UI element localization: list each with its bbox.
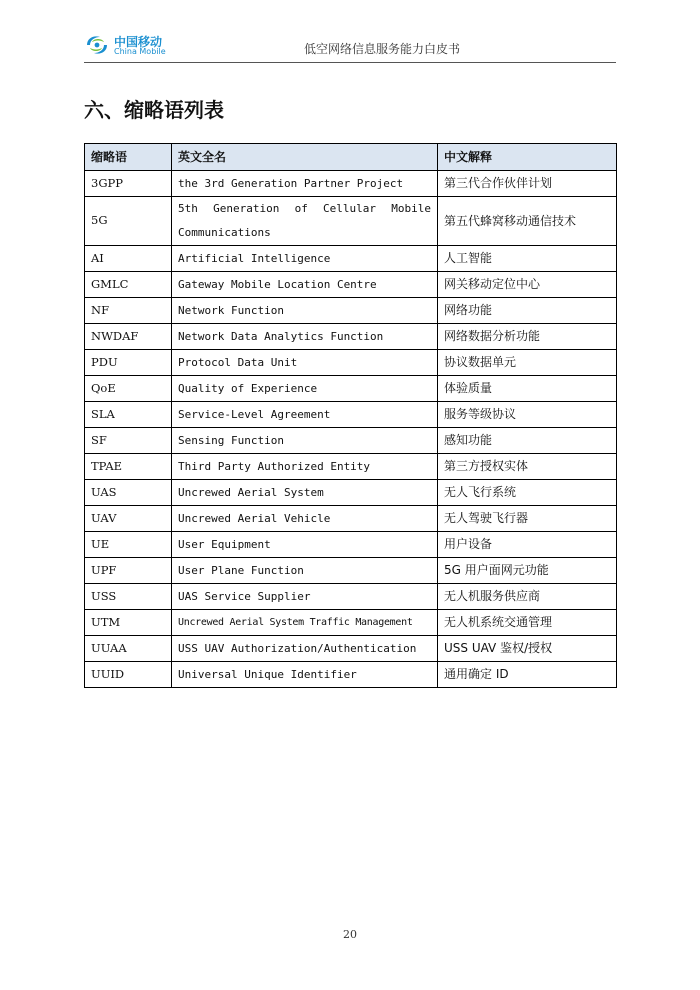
cell-cn: 用户设备 bbox=[438, 532, 617, 558]
cell-abbr: NWDAF bbox=[85, 324, 172, 350]
china-mobile-logo bbox=[84, 32, 184, 60]
cell-cn: 无人飞行系统 bbox=[438, 480, 617, 506]
cell-full-name: 5th Generation of Cellular Mobile Communications bbox=[172, 197, 438, 246]
cell-full-name: Artificial Intelligence bbox=[172, 246, 438, 272]
cell-full-name: Uncrewed Aerial System Traffic Management bbox=[172, 610, 438, 636]
table-header-row bbox=[85, 144, 617, 171]
cell-cn: 无人驾驶飞行器 bbox=[438, 506, 617, 532]
column-header-full-name: 英文全名 bbox=[172, 144, 438, 171]
cell-cn: 人工智能 bbox=[438, 246, 617, 272]
table-row bbox=[85, 454, 617, 480]
cell-abbr: PDU bbox=[85, 350, 172, 376]
cell-full-name: Quality of Experience bbox=[172, 376, 438, 402]
cell-cn: 第三方授权实体 bbox=[438, 454, 617, 480]
cell-abbr: UUID bbox=[85, 662, 172, 688]
logo-text-en: China Mobile bbox=[114, 47, 166, 56]
cell-cn: 协议数据单元 bbox=[438, 350, 617, 376]
table-row bbox=[85, 506, 617, 532]
cell-abbr: 5G bbox=[85, 197, 172, 246]
cell-full-name: Universal Unique Identifier bbox=[172, 662, 438, 688]
abbreviation-table bbox=[84, 143, 617, 688]
logo-text-cn: 中国移动 bbox=[114, 35, 163, 49]
cell-cn: 网关移动定位中心 bbox=[438, 272, 617, 298]
cell-cn: 网络功能 bbox=[438, 298, 617, 324]
table-row bbox=[85, 428, 617, 454]
table-row bbox=[85, 272, 617, 298]
table-row bbox=[85, 246, 617, 272]
table-row bbox=[85, 376, 617, 402]
cell-abbr: USS bbox=[85, 584, 172, 610]
cell-abbr: SF bbox=[85, 428, 172, 454]
table-row bbox=[85, 402, 617, 428]
cell-cn: 感知功能 bbox=[438, 428, 617, 454]
table-row bbox=[85, 610, 617, 636]
cell-full-name: Network Data Analytics Function bbox=[172, 324, 438, 350]
cell-full-name: Protocol Data Unit bbox=[172, 350, 438, 376]
table-row bbox=[85, 532, 617, 558]
column-header-abbr: 缩略语 bbox=[85, 144, 172, 171]
cell-cn: USS UAV 鉴权/授权 bbox=[438, 636, 617, 662]
cell-cn: 无人机系统交通管理 bbox=[438, 610, 617, 636]
document-title: 低空网络信息服务能力白皮书 bbox=[304, 42, 461, 56]
cell-abbr: UPF bbox=[85, 558, 172, 584]
section-title: 六、缩略语列表 bbox=[84, 98, 224, 122]
cell-cn: 服务等级协议 bbox=[438, 402, 617, 428]
table-row bbox=[85, 298, 617, 324]
table-row bbox=[85, 558, 617, 584]
table-row bbox=[85, 324, 617, 350]
cell-full-name: User Equipment bbox=[172, 532, 438, 558]
cell-full-name: User Plane Function bbox=[172, 558, 438, 584]
table-row bbox=[85, 662, 617, 688]
cell-abbr: NF bbox=[85, 298, 172, 324]
cell-cn: 通用确定 ID bbox=[438, 662, 617, 688]
cell-full-name: Uncrewed Aerial Vehicle bbox=[172, 506, 438, 532]
table-row bbox=[85, 636, 617, 662]
cell-cn: 无人机服务供应商 bbox=[438, 584, 617, 610]
cell-abbr: AI bbox=[85, 246, 172, 272]
cell-abbr: UAV bbox=[85, 506, 172, 532]
cell-full-name: USS UAV Authorization/Authentication bbox=[172, 636, 438, 662]
cell-abbr: UUAA bbox=[85, 636, 172, 662]
cell-abbr: 3GPP bbox=[85, 171, 172, 197]
table-row bbox=[85, 350, 617, 376]
cell-abbr: GMLC bbox=[85, 272, 172, 298]
cell-abbr: TPAE bbox=[85, 454, 172, 480]
cell-cn: 网络数据分析功能 bbox=[438, 324, 617, 350]
cell-abbr: UAS bbox=[85, 480, 172, 506]
page-number: 20 bbox=[343, 928, 357, 941]
cell-abbr: QoE bbox=[85, 376, 172, 402]
column-header-cn: 中文解释 bbox=[438, 144, 617, 171]
cell-cn: 5G 用户面网元功能 bbox=[438, 558, 617, 584]
cell-cn: 第三代合作伙伴计划 bbox=[438, 171, 617, 197]
cell-full-name: Gateway Mobile Location Centre bbox=[172, 272, 438, 298]
cell-abbr: UE bbox=[85, 532, 172, 558]
page-header bbox=[84, 30, 616, 63]
cell-cn: 体验质量 bbox=[438, 376, 617, 402]
cell-full-name: Service-Level Agreement bbox=[172, 402, 438, 428]
cell-full-name: Uncrewed Aerial System bbox=[172, 480, 438, 506]
table-row bbox=[85, 197, 617, 246]
table-row bbox=[85, 171, 617, 197]
cell-abbr: SLA bbox=[85, 402, 172, 428]
china-mobile-logo-icon bbox=[84, 32, 110, 58]
cell-abbr: UTM bbox=[85, 610, 172, 636]
cell-full-name: Third Party Authorized Entity bbox=[172, 454, 438, 480]
cell-full-name: Network Function bbox=[172, 298, 438, 324]
table-row bbox=[85, 584, 617, 610]
cell-full-name: the 3rd Generation Partner Project bbox=[172, 171, 438, 197]
cell-full-name: Sensing Function bbox=[172, 428, 438, 454]
cell-cn: 第五代蜂窝移动通信技术 bbox=[438, 197, 617, 246]
cell-full-name: UAS Service Supplier bbox=[172, 584, 438, 610]
table-row bbox=[85, 480, 617, 506]
